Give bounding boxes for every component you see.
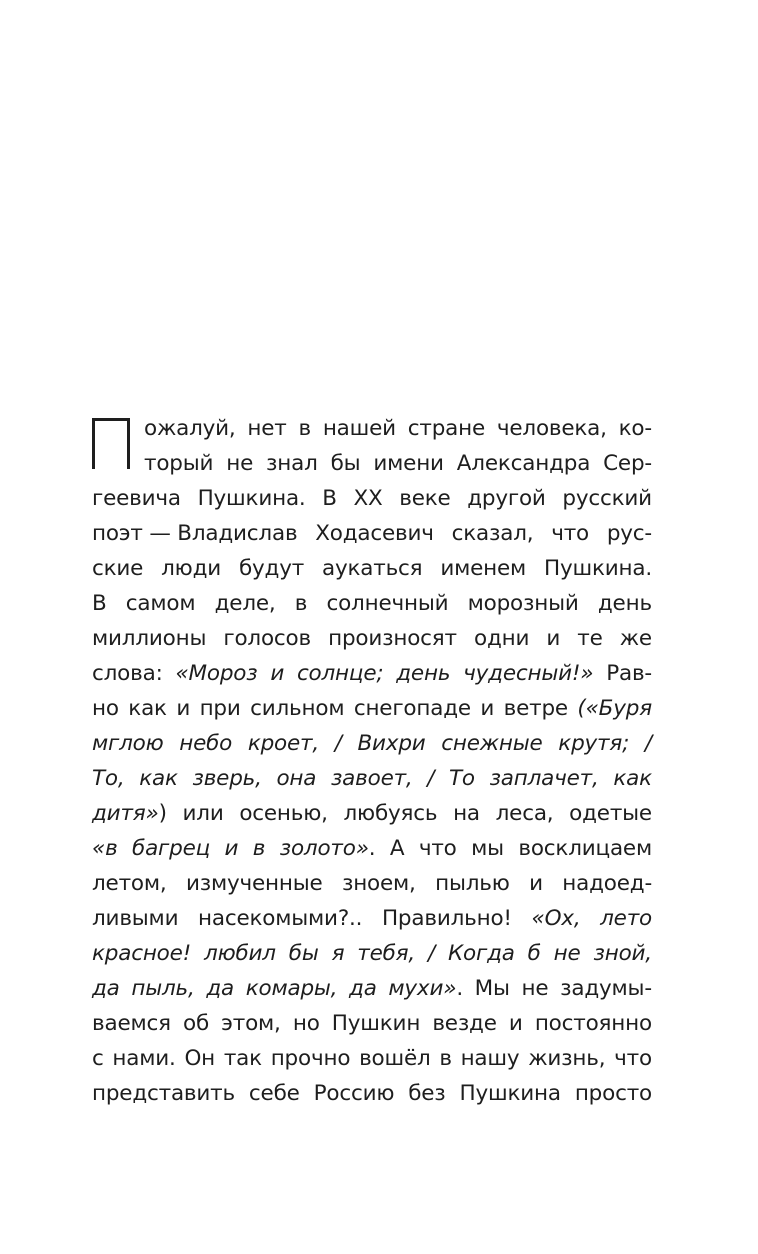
word: человека, <box>496 416 607 441</box>
word: на <box>453 801 480 826</box>
word: же <box>619 626 652 651</box>
quote-word: комары, <box>245 976 338 1001</box>
word: люди <box>161 556 222 581</box>
word: Россию <box>313 1081 395 1106</box>
quote-word: не <box>553 941 581 966</box>
text-line <box>144 446 652 481</box>
word: с <box>92 1046 104 1071</box>
word: жизнь, <box>528 1046 606 1071</box>
word: мы <box>471 836 504 861</box>
quote-word: («Буря <box>577 696 652 721</box>
word: рус- <box>606 521 652 546</box>
word: но <box>292 1011 320 1036</box>
word: не <box>226 451 254 476</box>
word: ко- <box>618 416 652 441</box>
word: так <box>223 1046 262 1071</box>
quote-word: и <box>224 836 239 861</box>
word: торый <box>144 451 214 476</box>
quote-word: пыль, <box>131 976 195 1001</box>
word: нами. <box>112 1046 176 1071</box>
quote-word: крутя; <box>558 731 630 756</box>
word: XX <box>353 486 383 511</box>
text-line <box>92 691 652 726</box>
word: ветре <box>503 696 568 721</box>
word: Пушкина <box>459 1081 561 1106</box>
word: деле, <box>214 591 276 616</box>
text-line <box>92 586 652 621</box>
word: пылью <box>435 871 510 896</box>
word: прочно <box>270 1046 351 1071</box>
quote-word: тебя, <box>357 941 416 966</box>
quote-word: золото». <box>279 836 376 861</box>
quote-word: как <box>139 766 178 791</box>
word: и <box>176 696 191 721</box>
text-line <box>92 726 652 761</box>
quote-word: красное! <box>92 941 192 966</box>
quote-word: «Ох, <box>531 906 581 931</box>
text-line <box>92 866 652 901</box>
word: другой <box>467 486 546 511</box>
word: нашу <box>460 1046 520 1071</box>
quote-word: кроет, <box>247 731 320 756</box>
quote-word: / <box>427 766 435 791</box>
text-line <box>92 551 652 586</box>
word: поэт — Владислав <box>92 521 298 546</box>
word: и <box>546 626 561 651</box>
word: геевича <box>92 486 181 511</box>
word: но <box>92 696 119 721</box>
word: восклицаем <box>518 836 652 861</box>
word: нашей <box>322 416 396 441</box>
word: те <box>577 626 603 651</box>
word: Сер- <box>603 451 652 476</box>
word: и <box>508 1011 523 1036</box>
word: снегопаде <box>353 696 471 721</box>
quote-word: / <box>644 731 652 756</box>
word: себе <box>248 1081 300 1106</box>
text-line <box>92 1076 652 1111</box>
word: одни <box>473 626 530 651</box>
quote-word: бы <box>288 941 319 966</box>
word: именем <box>440 556 527 581</box>
word: Александра <box>456 451 591 476</box>
word: стране <box>407 416 486 441</box>
word: аукаться <box>321 556 423 581</box>
quote-word: То <box>448 766 475 791</box>
quote-word: зной, <box>593 941 652 966</box>
quote-word: мухи». <box>388 976 463 1001</box>
word: Правильно! <box>381 906 512 931</box>
quote-word: Вихри <box>357 731 426 756</box>
word: веке <box>399 486 451 511</box>
quote-word: да <box>92 976 120 1001</box>
quote-word: солнце; <box>296 661 384 686</box>
quote-word: в <box>252 836 266 861</box>
word: ские <box>92 556 144 581</box>
word: зноем, <box>341 871 416 896</box>
word: вошёл <box>359 1046 431 1071</box>
word: солнечный <box>326 591 449 616</box>
word: без <box>408 1081 446 1106</box>
word: сказал, <box>451 521 534 546</box>
word: или <box>182 801 224 826</box>
word: слова: <box>92 661 163 686</box>
word: голосов <box>223 626 311 651</box>
word: и <box>480 696 495 721</box>
text-line <box>92 621 652 656</box>
word: осенью, <box>239 801 328 826</box>
text-line <box>92 516 652 551</box>
word: об <box>183 1011 210 1036</box>
quote-word: чудесный!» <box>463 661 594 686</box>
word: в <box>439 1046 452 1071</box>
quote-word: лето <box>600 906 652 931</box>
text-line <box>92 1041 652 1076</box>
word: В <box>322 486 337 511</box>
quote-word: / <box>427 941 436 966</box>
quote-word: да <box>349 976 377 1001</box>
quote-word: любил <box>204 941 276 966</box>
word: Он <box>184 1046 216 1071</box>
text-line <box>92 1006 652 1041</box>
text-line <box>92 936 652 971</box>
word: морозный <box>467 591 579 616</box>
quote-word: небо <box>179 731 233 756</box>
word: Рав- <box>606 661 652 686</box>
quote-word: / <box>334 731 342 756</box>
word: любуясь <box>343 801 438 826</box>
word: летом, <box>92 871 167 896</box>
word: сильном <box>250 696 345 721</box>
word: что <box>614 1046 652 1071</box>
word: насекомыми?.. <box>198 906 363 931</box>
word: просто <box>574 1081 652 1106</box>
quote-word: как <box>613 766 652 791</box>
word: бы <box>330 451 361 476</box>
word: этом, <box>221 1011 281 1036</box>
word: представить <box>92 1081 235 1106</box>
word: произносят <box>328 626 457 651</box>
quote-word: заплачет, <box>489 766 599 791</box>
word: русский <box>562 486 652 511</box>
word: леса, <box>495 801 554 826</box>
word: знал <box>266 451 318 476</box>
word: нет <box>247 416 287 441</box>
quote-word: и <box>270 661 285 686</box>
word: ливыми <box>92 906 179 931</box>
word: Пушкина. <box>543 556 652 581</box>
word: постоянно <box>534 1011 652 1036</box>
quote-word: «в <box>92 836 118 861</box>
word: имени <box>373 451 444 476</box>
word: задумы- <box>560 976 652 1001</box>
word: как <box>128 696 167 721</box>
word: В <box>92 591 107 616</box>
text-line <box>92 831 652 866</box>
word: в <box>298 416 311 441</box>
word: одетые <box>569 801 652 826</box>
word: день <box>597 591 652 616</box>
word: и <box>529 871 543 896</box>
word: Ходасевич <box>315 521 434 546</box>
quote-word: зверь, <box>192 766 262 791</box>
quote-word: завоет, <box>330 766 413 791</box>
quote-word: б <box>527 941 541 966</box>
text-line <box>92 761 652 796</box>
body-paragraph <box>92 411 652 1111</box>
text-line <box>92 971 652 1006</box>
quote-word: «Мороз <box>175 661 258 686</box>
quote-word: я <box>331 941 345 966</box>
quote-word: снежные <box>441 731 543 756</box>
word: везде <box>432 1011 497 1036</box>
quote-word: мглою <box>92 731 164 756</box>
word: измученные <box>185 871 323 896</box>
word: Мы <box>474 976 510 1001</box>
quote-word: То, <box>92 766 125 791</box>
quote-word: да <box>206 976 234 1001</box>
text-line <box>144 411 652 446</box>
word: что <box>551 521 589 546</box>
word: в <box>294 591 308 616</box>
word: самом <box>125 591 196 616</box>
word: миллионы <box>92 626 207 651</box>
text-line <box>92 656 652 691</box>
word: А <box>389 836 405 861</box>
word: ожалуй, <box>144 416 236 441</box>
quote-word: день <box>396 661 451 686</box>
word: ваемся <box>92 1011 171 1036</box>
quote-word: дитя») <box>92 801 167 826</box>
quote-word: Когда <box>447 941 515 966</box>
text-line <box>92 481 652 516</box>
word: Пушкин <box>331 1011 421 1036</box>
word: надоед- <box>562 871 652 896</box>
quote-word: она <box>276 766 317 791</box>
word: что <box>418 836 457 861</box>
word: при <box>199 696 241 721</box>
word: Пушкина. <box>197 486 306 511</box>
quote-word: багрец <box>132 836 211 861</box>
word: будут <box>238 556 305 581</box>
text-line <box>92 901 652 936</box>
text-line <box>92 796 652 831</box>
word: не <box>521 976 549 1001</box>
